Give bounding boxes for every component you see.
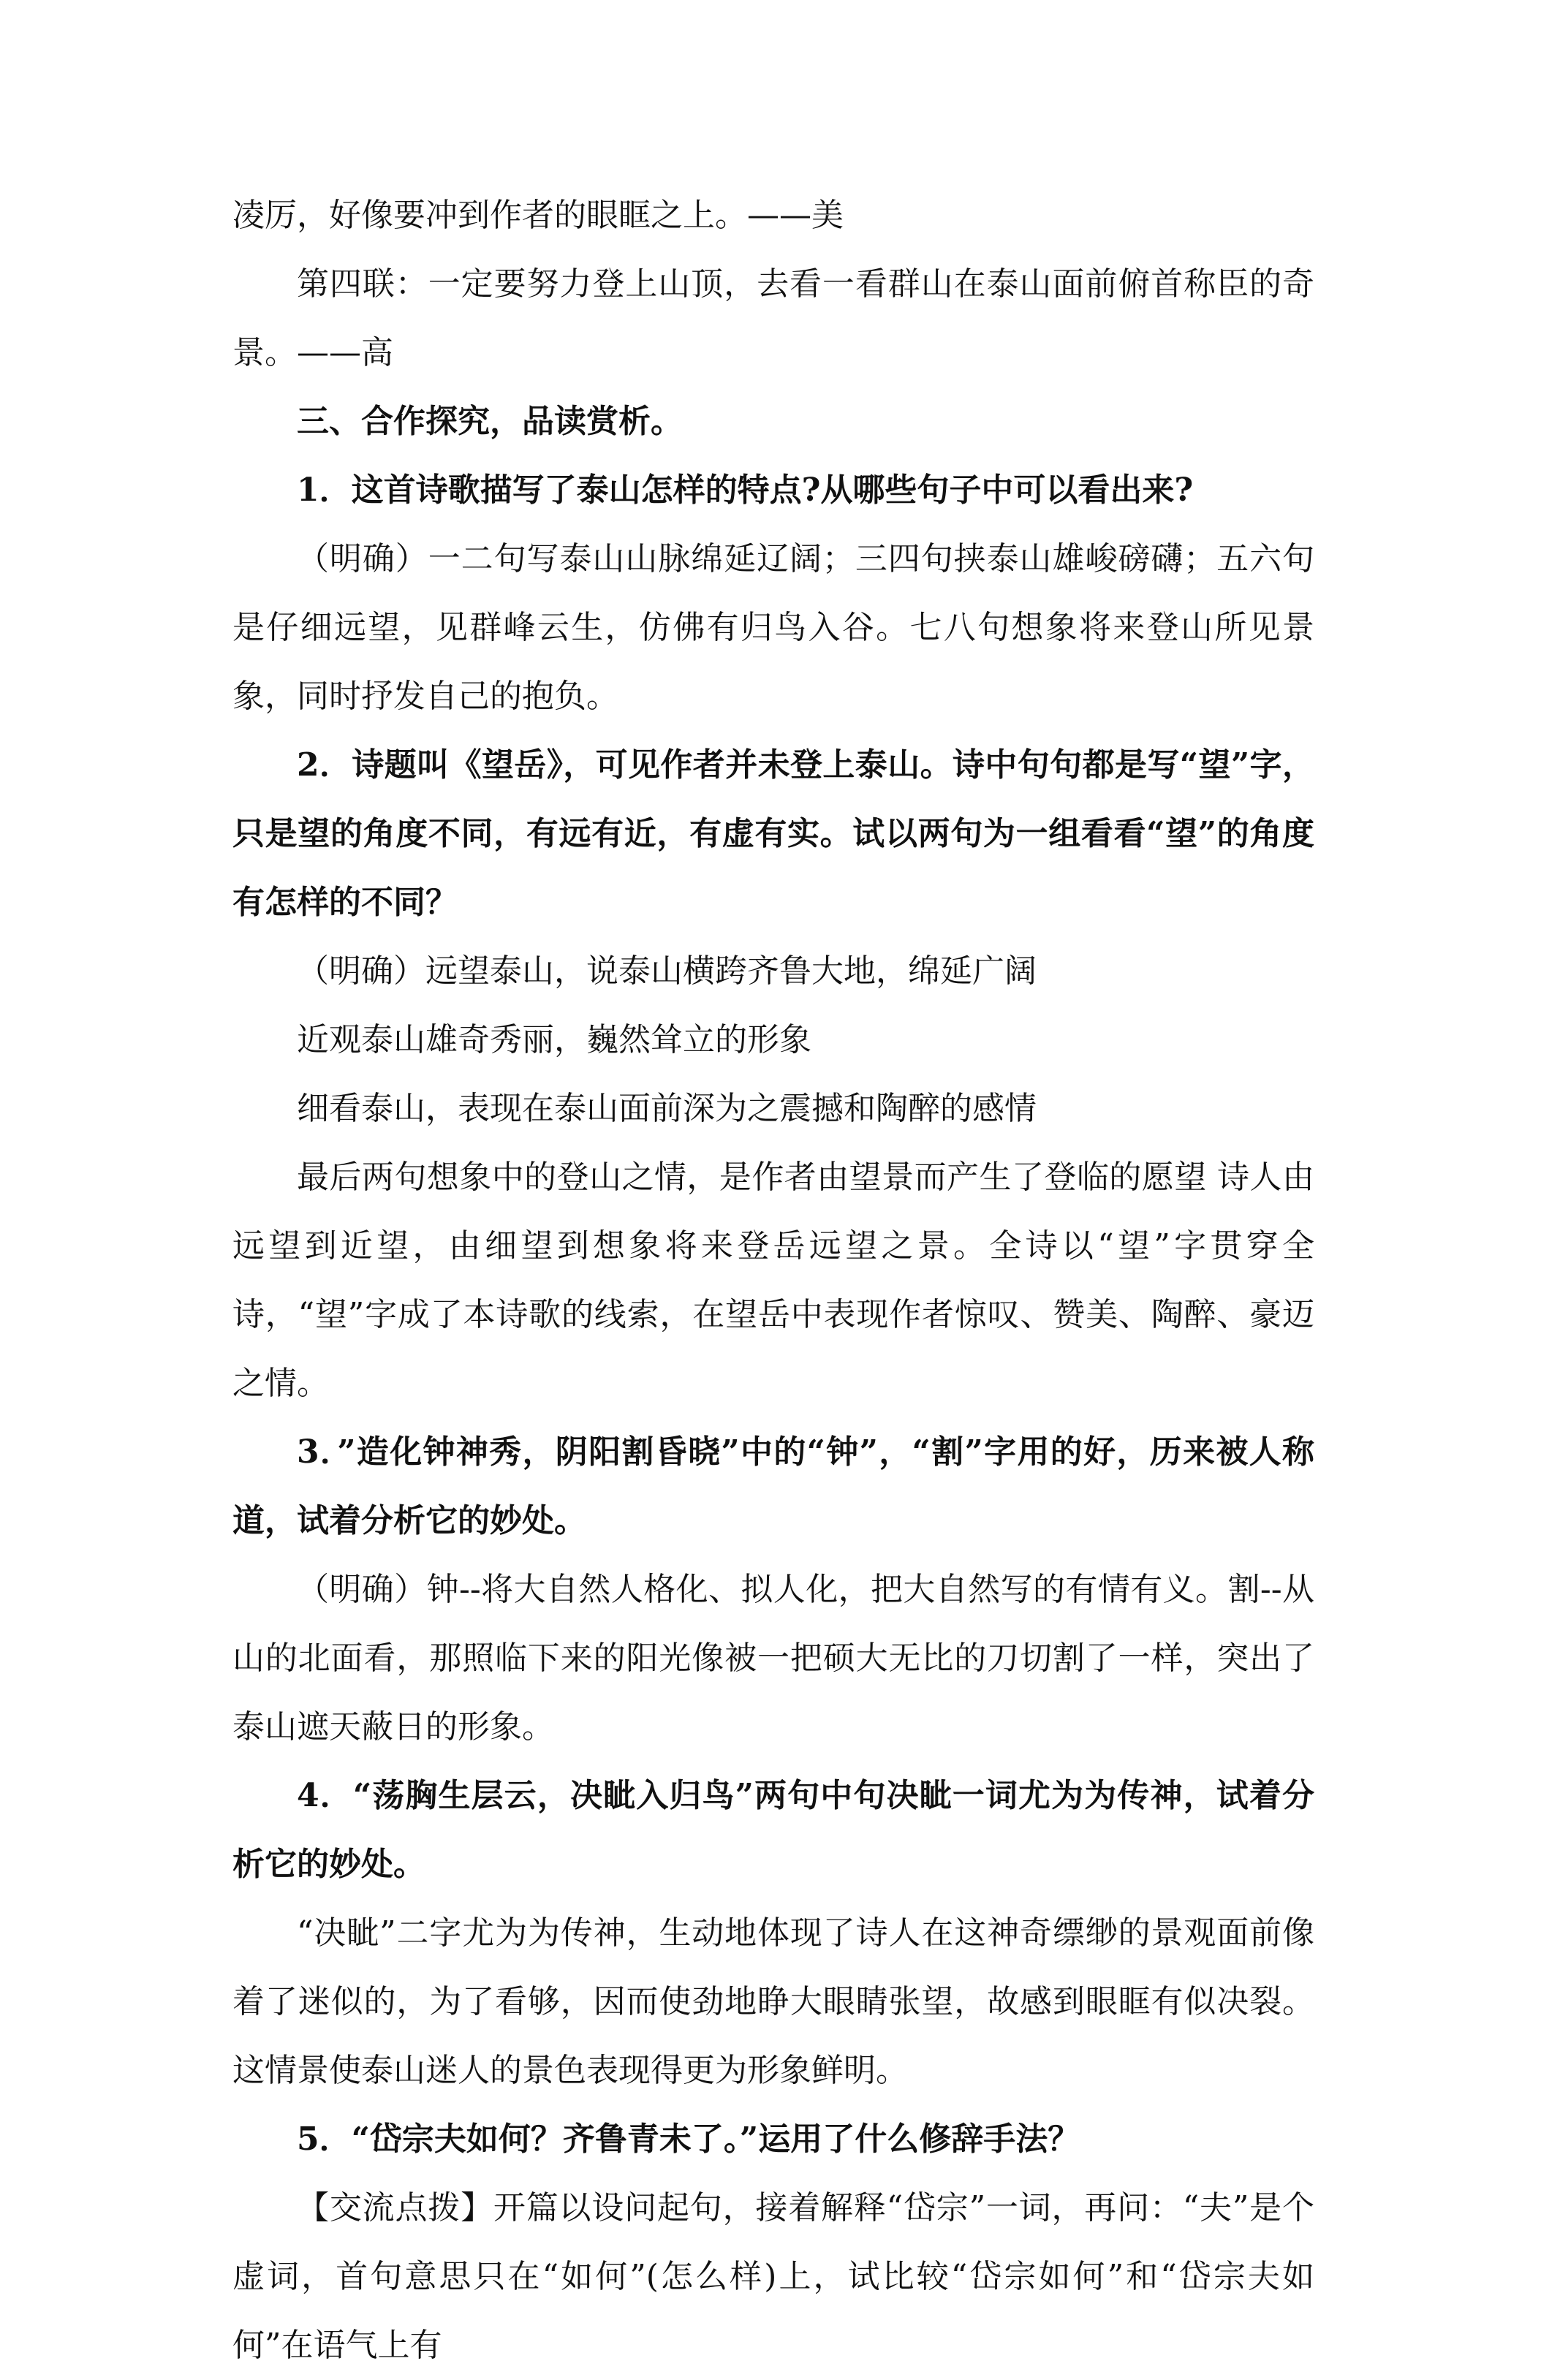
- document-body: [232, 181, 1314, 2380]
- answer-2-summary: 最后两句想象中的登山之情，是作者由望景而产生了登临的愿望 诗人由远望到近望，由细望到想象将来登岳远望之景。全诗以“望”字贯穿全诗，“望”字成了本诗歌的线索，在望岳中表现作者惊叹、赞美、陶醉、豪迈之情。: [232, 1159, 1314, 1402]
- answer-2-line-3: 细看泰山，表现在泰山面前深为之震撼和陶醉的感情: [297, 1090, 1037, 1127]
- answer-2-line-2: 近观泰山雄奇秀丽，巍然耸立的形象: [297, 1021, 811, 1058]
- answer-5: 【交流点拨】开篇以设问起句，接着解释“岱宗”一词，再问：“夫”是个虚词，首句意思只在“如何”(怎么样)上，试比较“岱宗如何”和“岱宗夫如何”在语气上有: [232, 2189, 1314, 2364]
- paragraph-continuation: 凌厉，好像要冲到作者的眼眶之上。——美: [232, 197, 844, 234]
- answer-1: （明确）一二句写泰山山脉绵延辽阔；三四句挟泰山雄峻磅礴；五六句是仔细远望，见群峰云生，仿佛有归鸟入谷。七八句想象将来登山所见景象，同时抒发自己的抱负。: [232, 540, 1314, 715]
- question-4: 4．“荡胸生层云，决眦入归鸟”两句中句决眦一词尤为为传神，试着分析它的妙处。: [232, 1777, 1314, 1883]
- question-2: 2．诗题叫《望岳》，可见作者并未登上泰山。诗中句句都是写“望”字，只是望的角度不同，有远有近，有虚有实。试以两句为一组看看“望”的角度有怎样的不同？: [232, 746, 1314, 921]
- answer-4: “决眦”二字尤为为传神，生动地体现了诗人在这神奇缥缈的景观面前像着了迷似的，为了看够，因而使劲地睁大眼睛张望，故感到眼眶有似决裂。这情景使泰山迷人的景色表现得更为形象鲜明。: [232, 1914, 1314, 2089]
- question-3: 3．”造化钟神秀，阴阳割昏晓”中的“钟”，“割”字用的好，历来被人称道，试着分析它的妙处。: [232, 1433, 1314, 1539]
- question-5: 5．“岱宗夫如何？齐鲁青未了。”运用了什么修辞手法？: [297, 2121, 1080, 2158]
- answer-3: （明确）钟--将大自然人格化、拟人化，把大自然写的有情有义。割--从山的北面看，那照临下来的阳光像被一把硕大无比的刀切割了一样，突出了泰山遮天蔽日的形象。: [232, 1571, 1314, 1746]
- question-1: 1．这首诗歌描写了泰山怎样的特点?从哪些句子中可以看出来?: [297, 471, 1194, 509]
- paragraph-fourth-couplet: 第四联：一定要努力登上山顶，去看一看群山在泰山面前俯首称臣的奇景。——高: [232, 265, 1314, 371]
- answer-2-line-1: （明确）远望泰山，说泰山横跨齐鲁大地，绵延广阔: [297, 952, 1037, 990]
- section-heading: 三、合作探究，品读赏析。: [297, 403, 683, 440]
